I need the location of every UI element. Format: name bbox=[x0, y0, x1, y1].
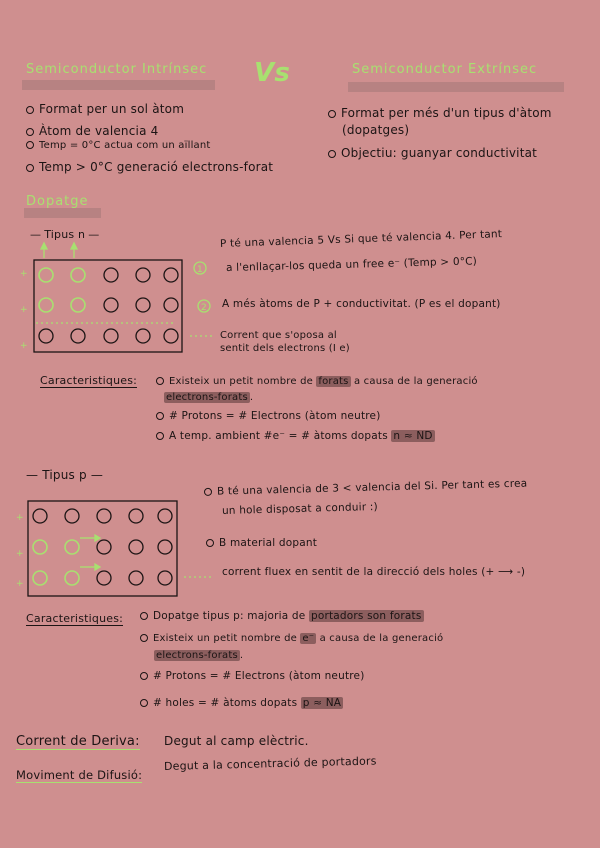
note-number: 2 bbox=[201, 303, 207, 313]
right-title: Semiconductor Extrínsec bbox=[352, 62, 538, 77]
n-lattice-atoms bbox=[39, 268, 178, 343]
p-caract-item: electrons-forats . bbox=[156, 650, 244, 661]
n-note-1-line-1: P té una valencia 5 Vs Si que té valencia 4. Per tant bbox=[219, 228, 503, 250]
intrinsec-item: Àtom de valencia 4 bbox=[26, 124, 158, 138]
n-caract-item: Existeix un petit nombre de forats a causa de la generació bbox=[156, 376, 478, 387]
extrinsec-item: Format per més d'un tipus d'àtom bbox=[328, 106, 552, 120]
p-caract-label: Caracteristiques: bbox=[26, 612, 124, 625]
left-title: Semiconductor Intrínsec bbox=[26, 62, 208, 77]
p-note-3: corrent fluex en sentit de la direcció dels holes (+ ⟶ -) bbox=[222, 566, 526, 578]
n-caract-item: electrons-forats . bbox=[166, 392, 254, 403]
intrinsec-item: Format per un sol àtom bbox=[26, 102, 184, 116]
svg-text:+: + bbox=[16, 579, 24, 589]
n-note-3-line-1: Corrent que s'oposa al bbox=[220, 330, 337, 341]
intrinsec-item: Temp = 0°C actua com un aïllant bbox=[26, 140, 211, 151]
p-note-2: B material dopant bbox=[206, 537, 317, 549]
svg-text:+: + bbox=[20, 305, 28, 315]
p-caract-item: # holes = # àtoms dopats p ≈ NA bbox=[140, 697, 343, 709]
n-caract-item: A temp. ambient #e⁻ = # àtoms dopats n ≈ ND bbox=[156, 430, 435, 442]
svg-text:+: + bbox=[16, 549, 24, 559]
p-note-1-line-2: un hole disposat a conduir :) bbox=[221, 500, 379, 517]
svg-text:+: + bbox=[20, 269, 28, 279]
vs-label: Vs bbox=[254, 58, 290, 88]
note-number: 1 bbox=[197, 265, 203, 275]
svg-text:+: + bbox=[20, 341, 28, 351]
n-note-1-line-2: a l'enllaçar-los queda un free e⁻ (Temp > 0°C) bbox=[225, 255, 478, 274]
tipus-p-label: — Tipus p — bbox=[26, 468, 104, 482]
deriva-label: Corrent de Deriva: bbox=[16, 734, 140, 749]
p-caract-item: Dopatge tipus p: majoria de portadors son forats bbox=[140, 610, 424, 622]
n-note-3-line-2: sentit dels electrons (I e) bbox=[220, 343, 350, 354]
intrinsec-item: Temp > 0°C generació electrons-forat bbox=[26, 160, 273, 174]
p-lattice-atoms bbox=[33, 509, 172, 585]
p-caract-item: Existeix un petit nombre de e⁻ a causa de la generació bbox=[140, 633, 443, 644]
svg-text:+: + bbox=[16, 513, 24, 523]
n-caract-label: Caracteristiques: bbox=[40, 374, 138, 387]
tipus-n-label: — Tipus n — bbox=[30, 228, 100, 241]
extrinsec-item: (dopatges) bbox=[342, 123, 410, 137]
p-note-1-line-1: B té una valencia de 3 < valencia del Si. Per tant es crea bbox=[204, 478, 528, 498]
extrinsec-item: Objectiu: guanyar conductivitat bbox=[328, 146, 537, 160]
p-caract-item: # Protons = # Electrons (àtom neutre) bbox=[140, 670, 365, 682]
deriva-text: Degut al camp elèctric. bbox=[164, 734, 309, 748]
n-note-2: A més àtoms de P + conductivitat. (P es el dopant) bbox=[222, 298, 501, 310]
dopatge-title: Dopatge bbox=[26, 194, 89, 209]
difusio-label: Moviment de Difusió: bbox=[16, 768, 143, 782]
difusio-text: Degut a la concentració de portadors bbox=[163, 754, 377, 773]
n-caract-item: # Protons = # Electrons (àtom neutre) bbox=[156, 410, 381, 422]
